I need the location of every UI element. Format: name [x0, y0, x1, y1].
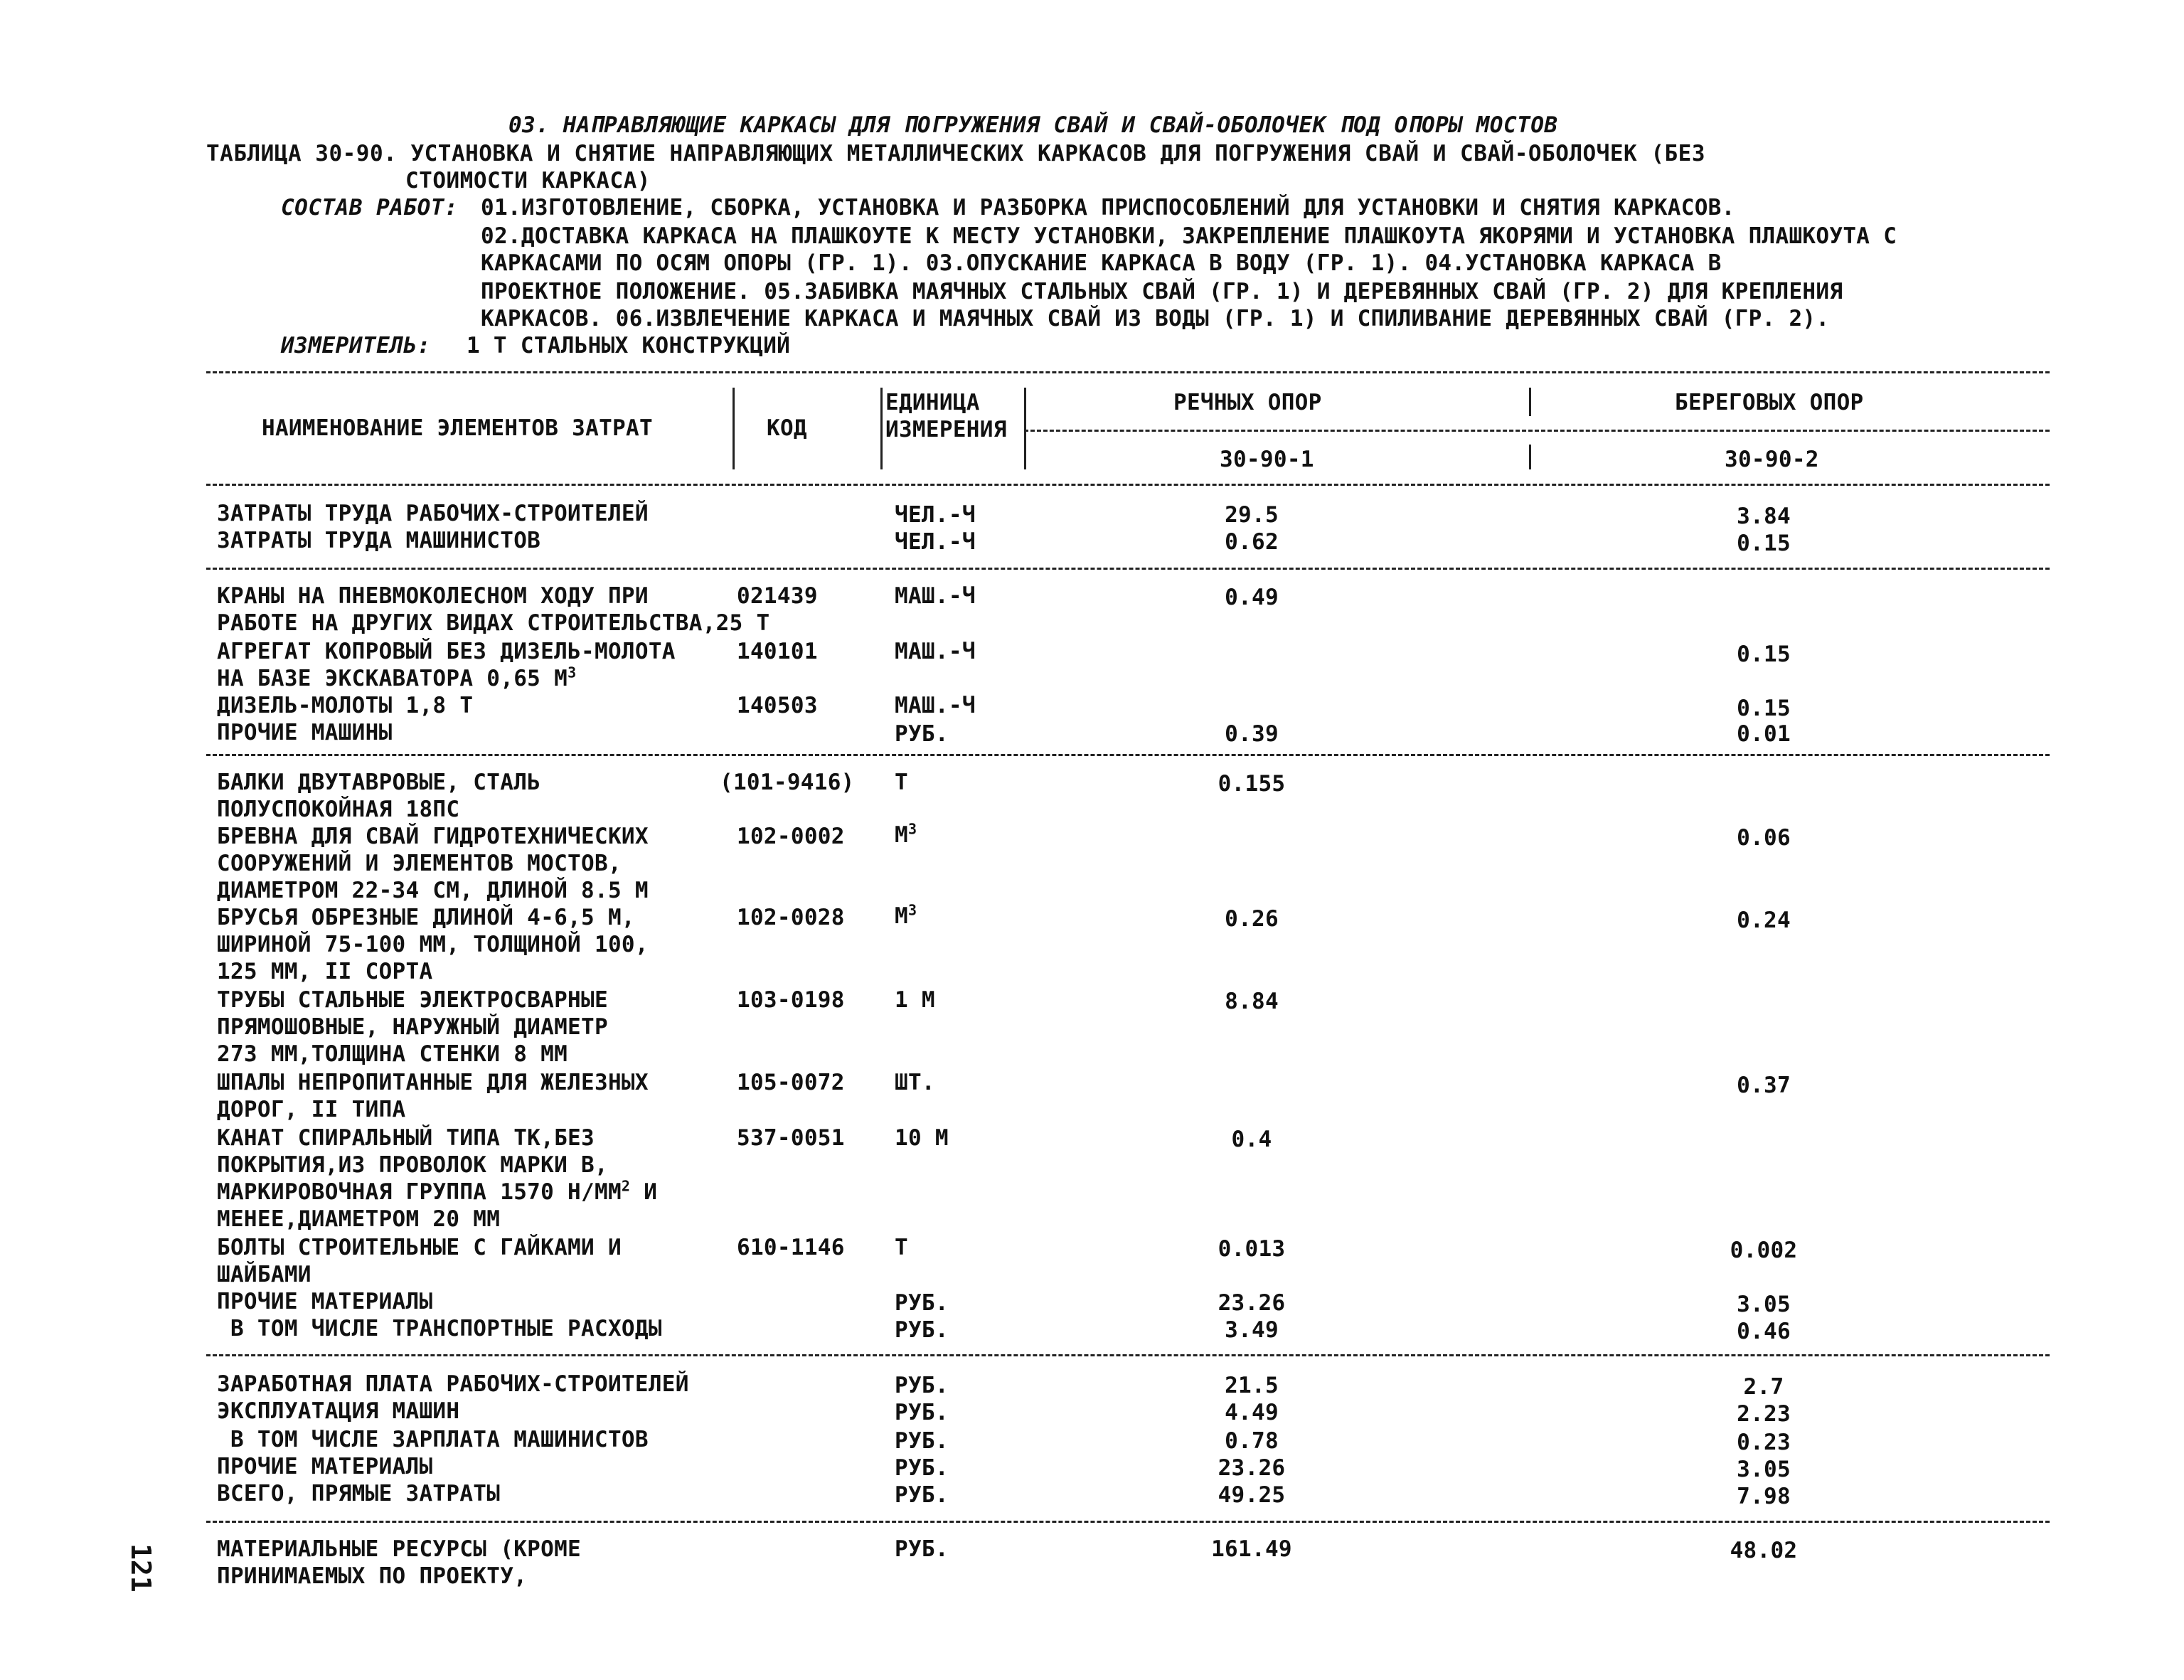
row-value-river: 0.78 [1225, 1428, 1279, 1454]
row-code: 140101 [737, 639, 818, 664]
rule [206, 371, 2050, 373]
row-value-shore: 2.23 [1737, 1401, 1791, 1427]
row-unit: ЧЕЛ.-Ч [895, 502, 976, 528]
row-value-river: 3.49 [1225, 1317, 1279, 1343]
table-title-line-2: СТОИМОСТИ КАРКАСА) [405, 168, 651, 193]
page-number: 121 [125, 1543, 156, 1593]
row-unit: Т [895, 1235, 908, 1260]
row-value-shore: 0.06 [1737, 825, 1791, 851]
row-unit: МАШ.-Ч [895, 693, 976, 718]
header-unit-2: ИЗМЕРЕНИЯ [885, 417, 1007, 442]
row-name: БАЛКИ ДВУТАВРОВЫЕ, СТАЛЬ [217, 770, 541, 795]
row-unit: ЧЕЛ.-Ч [895, 529, 976, 555]
row-value-shore: 3.05 [1737, 1292, 1791, 1317]
row-name: ТРУБЫ СТАЛЬНЫЕ ЭЛЕКТРОСВАРНЫЕ [217, 987, 608, 1013]
row-code: 140503 [737, 693, 818, 718]
row-value-shore: 0.15 [1737, 531, 1791, 556]
row-value-river: 23.26 [1218, 1290, 1286, 1316]
row-code: 021439 [737, 583, 818, 609]
row-code: 105-0072 [737, 1070, 845, 1095]
section-heading: 03. НАПРАВЛЯЮЩИЕ КАРКАСЫ ДЛЯ ПОГРУЖЕНИЯ СВАЙ И СВАЙ-ОБОЛОЧЕК ПОД ОПОРЫ МОСТОВ [508, 112, 1558, 138]
row-code: 537-0051 [737, 1125, 845, 1151]
row-name-text: НА БАЗЕ ЭКСКАВАТОРА 0,65 М [217, 666, 568, 691]
row-name: ШПАЛЫ НЕПРОПИТАННЫЕ ДЛЯ ЖЕЛЕЗНЫХ [217, 1070, 649, 1095]
row-value-shore: 2.7 [1743, 1374, 1784, 1400]
row-name: БРУСЬЯ ОБРЕЗНЫЕ ДЛИНОЙ 4-6,5 М, [217, 905, 635, 930]
header-river-code: 30-90-1 [1220, 447, 1314, 472]
rule [206, 1354, 2050, 1356]
row-unit: РУБ. [895, 1290, 949, 1316]
row-name: В ТОМ ЧИСЛЕ ЗАРПЛАТА МАШИНИСТОВ [217, 1427, 649, 1452]
row-unit-text: М [895, 822, 908, 848]
row-value-river: 23.26 [1218, 1455, 1286, 1481]
composition-line: ПРОЕКТНОЕ ПОЛОЖЕНИЕ. 05.ЗАБИВКА МАЯЧНЫХ СТАЛЬНЫХ СВАЙ (ГР. 1) И ДЕРЕВЯННЫХ СВАЙ (ГР. 2) ДЛЯ КРЕПЛЕНИЯ [481, 279, 1843, 304]
rule [1024, 430, 2050, 432]
row-name: АГРЕГАТ КОПРОВЫЙ БЕЗ ДИЗЕЛЬ-МОЛОТА [217, 639, 676, 664]
row-name-text: МАРКИРОВОЧНАЯ ГРУППА 1570 Н/ММ [217, 1179, 622, 1205]
row-value-river: 0.013 [1218, 1236, 1286, 1262]
rule [206, 1521, 2050, 1523]
row-value-shore: 0.15 [1737, 696, 1791, 721]
row-value-shore: 0.23 [1737, 1430, 1791, 1455]
row-value-shore: 0.01 [1737, 721, 1791, 747]
row-name: КРАНЫ НА ПНЕВМОКОЛЕСНОМ ХОДУ ПРИ [217, 583, 649, 609]
header-code: КОД [767, 415, 807, 441]
row-name: ПОЛУСПОКОЙНАЯ 18ПС [217, 797, 460, 822]
row-value-shore: 3.84 [1737, 504, 1791, 529]
row-unit: МАШ.-Ч [895, 583, 976, 609]
rule [206, 754, 2050, 756]
row-unit: Т [895, 770, 908, 795]
superscript: 3 [568, 664, 577, 681]
row-value-river: 161.49 [1211, 1536, 1292, 1562]
row-unit [895, 903, 917, 929]
table-title-line-1: ТАБЛИЦА 30-90. УСТАНОВКА И СНЯТИЕ НАПРАВЛЯЮЩИХ МЕТАЛЛИЧЕСКИХ КАРКАСОВ ДЛЯ ПОГРУЖЕНИЯ СВАЙ И СВАЙ-ОБОЛОЧЕК (БЕЗ [206, 141, 1705, 166]
row-value-shore: 3.05 [1737, 1457, 1791, 1482]
row-value-shore: 0.15 [1737, 642, 1791, 667]
row-value-river: 0.4 [1231, 1127, 1272, 1152]
column-divider [880, 388, 883, 469]
row-unit: МАШ.-Ч [895, 639, 976, 664]
row-name: ПРОЧИЕ МАТЕРИАЛЫ [217, 1454, 433, 1479]
row-value-river: 21.5 [1225, 1373, 1279, 1398]
row-name: ЗАТРАТЫ ТРУДА РАБОЧИХ-СТРОИТЕЛЕЙ [217, 501, 649, 526]
row-name: ПОКРЫТИЯ,ИЗ ПРОВОЛОК МАРКИ В, [217, 1152, 608, 1178]
composition-line: 01.ИЗГОТОВЛЕНИЕ, СБОРКА, УСТАНОВКА И РАЗБОРКА ПРИСПОСОБЛЕНИЙ ДЛЯ УСТАНОВКИ И СНЯТИЯ КАРКАСОВ. [481, 195, 1735, 220]
row-unit [895, 822, 917, 848]
row-name: ЗАТРАТЫ ТРУДА МАШИНИСТОВ [217, 528, 541, 553]
superscript: 3 [907, 820, 917, 838]
rule [206, 484, 2050, 486]
composition-label: СОСТАВ РАБОТ: [281, 195, 459, 220]
row-name: РАБОТЕ НА ДРУГИХ ВИДАХ СТРОИТЕЛЬСТВА,25 Т [217, 610, 770, 636]
row-name: В ТОМ ЧИСЛЕ ТРАНСПОРТНЫЕ РАСХОДЫ [217, 1316, 662, 1341]
row-name: 125 ММ, II СОРТА [217, 959, 433, 984]
row-code: 102-0028 [737, 905, 845, 930]
header-river: РЕЧНЫХ ОПОР [1173, 390, 1322, 415]
row-unit: РУБ. [895, 1482, 949, 1508]
row-unit: РУБ. [895, 1317, 949, 1343]
header-unit-1: ЕДИНИЦА [885, 390, 980, 415]
composition-line: 02.ДОСТАВКА КАРКАСА НА ПЛАШКОУТЕ К МЕСТУ УСТАНОВКИ, ЗАКРЕПЛЕНИЕ ПЛАШКОУТА ЯКОРЯМИ И УСТАНОВКА ПЛАШКОУТА С [481, 223, 1897, 249]
row-code: 103-0198 [737, 987, 845, 1013]
row-unit: РУБ. [895, 1455, 949, 1481]
row-code: 102-0002 [737, 824, 845, 849]
row-value-river: 0.49 [1225, 585, 1279, 610]
row-code: 610-1146 [737, 1235, 845, 1260]
rule [206, 568, 2050, 570]
row-code: (101-9416) [720, 770, 855, 795]
row-unit: РУБ. [895, 1536, 949, 1562]
row-name: 273 ММ,ТОЛЩИНА СТЕНКИ 8 ММ [217, 1041, 568, 1067]
row-value-shore: 7.98 [1737, 1484, 1791, 1509]
row-name: ЭКСПЛУАТАЦИЯ МАШИН [217, 1398, 460, 1424]
row-name: КАНАТ СПИРАЛЬНЫЙ ТИПА ТК,БЕЗ [217, 1125, 595, 1151]
row-unit: РУБ. [895, 1428, 949, 1454]
row-value-shore: 48.02 [1730, 1538, 1798, 1563]
measure-value: 1 Т СТАЛЬНЫХ КОНСТРУКЦИЙ [467, 333, 791, 358]
row-unit: ШТ. [895, 1070, 935, 1095]
row-value-river: 0.62 [1225, 529, 1279, 555]
row-name: ПРЯМОШОВНЫЕ, НАРУЖНЫЙ ДИАМЕТР [217, 1014, 608, 1040]
row-name: БОЛТЫ СТРОИТЕЛЬНЫЕ С ГАЙКАМИ И [217, 1235, 622, 1260]
row-name: ДИЗЕЛЬ-МОЛОТЫ 1,8 Т [217, 693, 474, 718]
row-value-river: 49.25 [1218, 1482, 1286, 1508]
row-name: ПРИНИМАЕМЫХ ПО ПРОЕКТУ, [217, 1563, 528, 1589]
row-value-shore: 0.24 [1737, 908, 1791, 933]
row-name: ПРОЧИЕ МАТЕРИАЛЫ [217, 1289, 433, 1314]
row-value-shore: 0.46 [1737, 1319, 1791, 1344]
row-unit: 10 М [895, 1125, 949, 1151]
superscript: 3 [907, 901, 917, 919]
row-name: ДИАМЕТРОМ 22-34 СМ, ДЛИНОЙ 8.5 М [217, 878, 649, 903]
row-name: ПРОЧИЕ МАШИНЫ [217, 720, 393, 745]
row-value-river: 29.5 [1225, 502, 1279, 528]
row-name: СООРУЖЕНИЙ И ЭЛЕМЕНТОВ МОСТОВ, [217, 851, 622, 876]
row-unit-text: М [895, 903, 908, 929]
composition-line: КАРКАСАМИ ПО ОСЯМ ОПОРЫ (ГР. 1). 03.ОПУСКАНИЕ КАРКАСА В ВОДУ (ГР. 1). 04.УСТАНОВКА КАРКАСА В [481, 250, 1722, 276]
row-name: ШИРИНОЙ 75-100 ММ, ТОЛЩИНОЙ 100, [217, 932, 649, 957]
header-shore-code: 30-90-2 [1725, 447, 1819, 472]
row-value-river: 4.49 [1225, 1400, 1279, 1425]
row-name: ДОРОГ, II ТИПА [217, 1097, 406, 1122]
row-name: ВСЕГО, ПРЯМЫЕ ЗАТРАТЫ [217, 1481, 501, 1506]
superscript: 2 [621, 1177, 631, 1195]
row-name-text: И [630, 1179, 658, 1205]
column-divider [1529, 388, 1531, 416]
row-value-river: 0.39 [1225, 721, 1279, 747]
column-divider [1024, 388, 1026, 469]
row-value-river: 0.155 [1218, 771, 1286, 797]
row-value-river: 8.84 [1225, 989, 1279, 1014]
row-unit: РУБ. [895, 721, 949, 747]
row-unit: РУБ. [895, 1373, 949, 1398]
row-unit: РУБ. [895, 1400, 949, 1425]
row-name: БРЕВНА ДЛЯ СВАЙ ГИДРОТЕХНИЧЕСКИХ [217, 824, 649, 849]
composition-line: КАРКАСОВ. 06.ИЗВЛЕЧЕНИЕ КАРКАСА И МАЯЧНЫХ СВАЙ ИЗ ВОДЫ (ГР. 1) И СПИЛИВАНИЕ ДЕРЕВЯННЫХ СВАЙ (ГР. 2). [481, 306, 1830, 331]
row-name: МАТЕРИАЛЬНЫЕ РЕСУРСЫ (КРОМЕ [217, 1536, 582, 1562]
row-name [217, 1179, 657, 1205]
row-name: ЗАРАБОТНАЯ ПЛАТА РАБОЧИХ-СТРОИТЕЛЕЙ [217, 1371, 689, 1397]
header-name: НАИМЕНОВАНИЕ ЭЛЕМЕНТОВ ЗАТРАТ [262, 415, 653, 441]
measure-label: ИЗМЕРИТЕЛЬ: [281, 333, 431, 358]
column-divider [1529, 445, 1531, 469]
row-name: ШАЙБАМИ [217, 1262, 311, 1287]
row-value-river: 0.26 [1225, 906, 1279, 932]
row-value-shore: 0.002 [1730, 1238, 1798, 1263]
header-shore: БЕРЕГОВЫХ ОПОР [1675, 390, 1864, 415]
row-unit: 1 М [895, 987, 935, 1013]
row-name: МЕНЕЕ,ДИАМЕТРОМ 20 ММ [217, 1206, 501, 1232]
row-value-shore: 0.37 [1737, 1073, 1791, 1098]
row-name [217, 666, 576, 691]
column-divider [733, 388, 735, 469]
